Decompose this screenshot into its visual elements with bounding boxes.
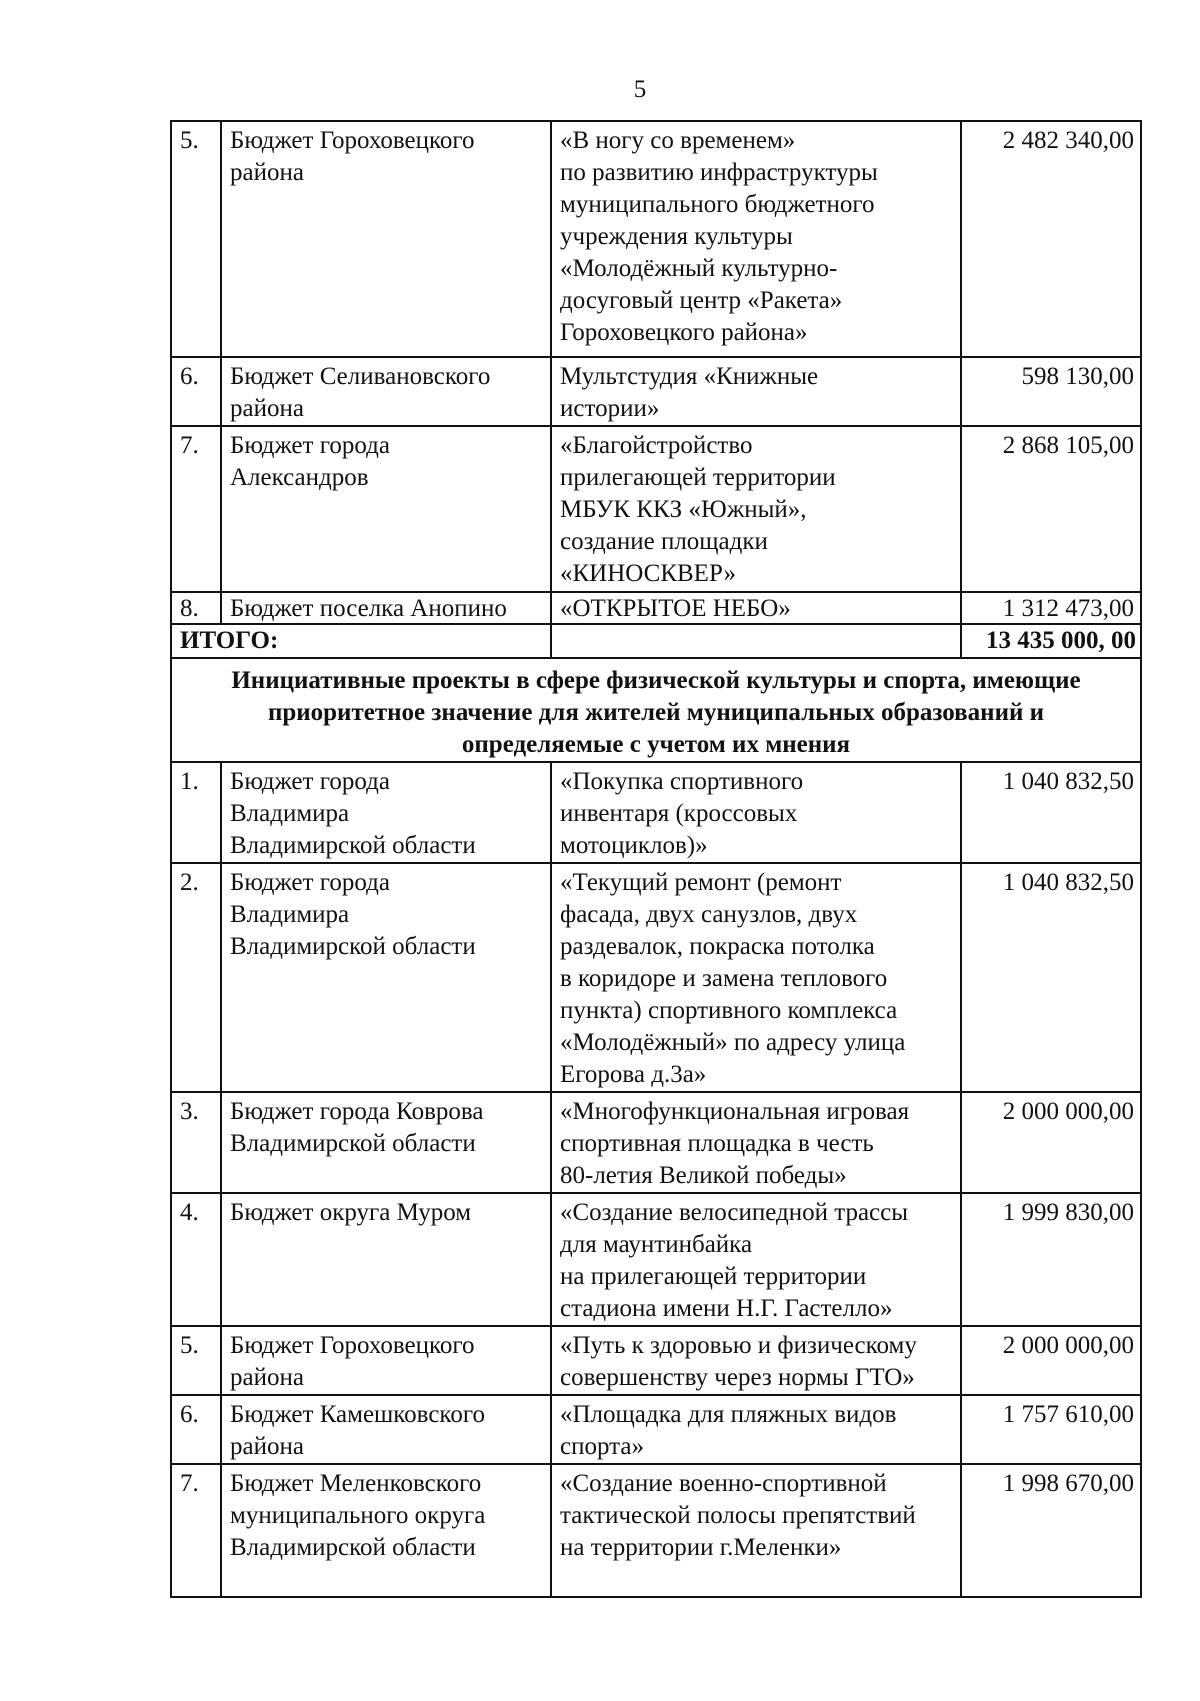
amount: 2 000 000,00 [961,1092,1141,1193]
total-amount: 13 435 000, 00 [961,624,1141,658]
section-header-row [171,658,1141,762]
page-number: 5 [633,76,647,103]
table-row [171,357,1141,426]
table-row [171,1395,1141,1464]
row-number: 6. [171,357,221,426]
project-name: «Создание велосипедной трассы для маунтинбайка на прилегающей территории стадиона имени Н.Г. Гастелло» [551,1193,961,1326]
project-name: «Путь к здоровью и физическому совершенству через нормы ГТО» [551,1326,961,1395]
budget-name: Бюджет поселка Анопино [221,592,551,624]
project-name: «Создание военно-спортивной тактической полосы препятствий на территории г.Меленки» [551,1464,961,1597]
amount: 1 998 670,00 [961,1464,1141,1597]
project-name: «Площадка для пляжных видов спорта» [551,1395,961,1464]
project-name: Мультстудия «Книжные истории» [551,357,961,426]
project-name: «Текущий ремонт (ремонт фасада, двух санузлов, двух раздевалок, покраска потолка в коридоре и замена теплового пункта) спортивного комплекса «Молодёжный» по адресу улица Егорова д.3а» [551,863,961,1092]
table-row [171,121,1141,357]
amount: 1 999 830,00 [961,1193,1141,1326]
amount: 598 130,00 [961,357,1141,426]
amount: 2 868 105,00 [961,426,1141,592]
row-number: 2. [171,863,221,1092]
table-row [171,1092,1141,1193]
budget-name: Бюджет города Александров [221,426,551,592]
project-name: «Благойстройство прилегающей территории МБУК ККЗ «Южный», создание площадки «КИНОСКВЕР» [551,426,961,592]
budget-name: Бюджет города Владимира Владимирской области [221,762,551,863]
section-title: Инициативные проекты в сфере физической культуры и спорта, имеющие приоритетное значение для жителей муниципальных образований и определяемые с учетом их мнения [171,658,1141,762]
budget-name: Бюджет Гороховецкого района [221,1326,551,1395]
project-name: «Многофункциональная игровая спортивная площадка в честь 80-летия Великой победы» [551,1092,961,1193]
budget-name: Бюджет Гороховецкого района [221,121,551,357]
project-name: «В ногу со временем» по развитию инфраструктуры муниципального бюджетного учреждения культуры «Молодёжный культурно- досуговый центр «Ракета» Гороховецкого района» [551,121,961,357]
budget-name: Бюджет Меленковского муниципального округа Владимирской области [221,1464,551,1597]
table-row [171,762,1141,863]
total-empty-cell [551,624,961,658]
row-number: 6. [171,1395,221,1464]
table-row [171,863,1141,1092]
row-number: 7. [171,1464,221,1597]
table-row [171,1464,1141,1597]
row-number: 8. [171,592,221,624]
budget-name: Бюджет города Владимира Владимирской области [221,863,551,1092]
total-row [171,624,1141,658]
row-number: 1. [171,762,221,863]
row-number: 4. [171,1193,221,1326]
amount: 1 040 832,50 [961,863,1141,1092]
project-name: «Покупка спортивного инвентаря (кроссовых мотоциклов)» [551,762,961,863]
row-number: 3. [171,1092,221,1193]
row-number: 5. [171,121,221,357]
amount: 1 757 610,00 [961,1395,1141,1464]
budget-name: Бюджет города Коврова Владимирской области [221,1092,551,1193]
amount: 1 040 832,50 [961,762,1141,863]
budget-name: Бюджет Камешковского района [221,1395,551,1464]
total-label: ИТОГО: [171,624,551,658]
table-row [171,592,1141,624]
table-row [171,426,1141,592]
table-row [171,1193,1141,1326]
row-number: 5. [171,1326,221,1395]
budget-name: Бюджет округа Муром [221,1193,551,1326]
amount: 1 312 473,00 [961,592,1141,624]
amount: 2 000 000,00 [961,1326,1141,1395]
project-name: «ОТКРЫТОЕ НЕБО» [551,592,961,624]
table-row [171,1326,1141,1395]
amount: 2 482 340,00 [961,121,1141,357]
projects-table [170,120,1142,1598]
row-number: 7. [171,426,221,592]
budget-name: Бюджет Селивановского района [221,357,551,426]
